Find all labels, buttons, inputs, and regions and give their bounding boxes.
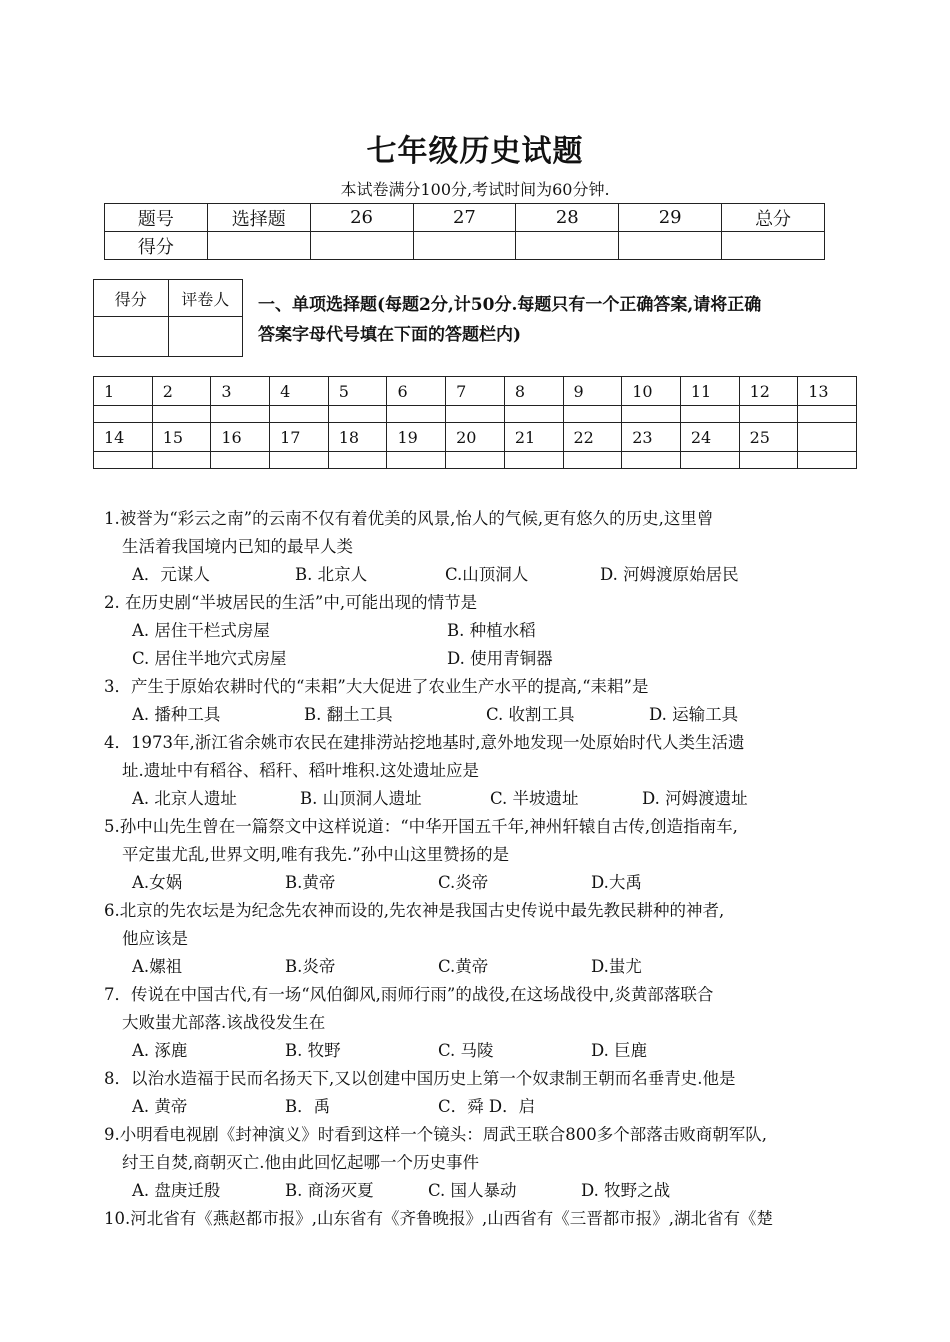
answer-cell[interactable] [270, 406, 329, 423]
option-row [104, 1177, 864, 1205]
answer-cell[interactable] [211, 452, 270, 469]
option-row [104, 1037, 864, 1065]
option[interactable]: D. 河姆渡遗址 [642, 789, 748, 808]
grader-name-label: 评卷人 [168, 280, 243, 317]
score-header: 总分 [722, 204, 825, 232]
answer-number [798, 423, 857, 452]
answer-number: 16 [211, 423, 270, 452]
option[interactable]: A.嫘祖 [132, 957, 183, 976]
question-text: 1.被誉为“彩云之南”的云南不仅有着优美的风景,怡人的气候,更有悠久的历史,这里曾 [104, 509, 714, 528]
option-row [104, 1093, 864, 1121]
answer-number: 1 [94, 377, 153, 406]
question-text: 纣王自焚,商朝灭亡.他由此回忆起哪一个历史事件 [122, 1153, 479, 1172]
answer-number: 6 [387, 377, 446, 406]
option[interactable]: A.女娲 [132, 873, 183, 892]
option[interactable]: B.炎帝 [285, 957, 336, 976]
section-heading-line: 一、单项选择题(每题2分,计50分.每题只有一个正确答案,请将正确 [258, 295, 762, 315]
answer-number: 11 [680, 377, 739, 406]
question-stem [104, 1065, 864, 1093]
option[interactable]: D. 使用青铜器 [447, 649, 553, 668]
answer-number: 3 [211, 377, 270, 406]
answer-number: 9 [563, 377, 622, 406]
option[interactable]: A. 北京人遗址 [132, 789, 237, 808]
option[interactable]: B. 种植水稻 [447, 621, 536, 640]
answer-cell[interactable] [328, 452, 387, 469]
score-cell[interactable] [413, 232, 516, 260]
option[interactable]: B．禹 [285, 1097, 331, 1116]
grader-name-cell[interactable] [168, 317, 243, 357]
answer-cell[interactable] [504, 406, 563, 423]
option[interactable]: A. 涿鹿 [132, 1041, 188, 1060]
answer-cell[interactable] [446, 406, 505, 423]
question-stem [104, 729, 864, 785]
option-row [104, 953, 864, 981]
option[interactable]: C. 马陵 [438, 1041, 494, 1060]
answer-number: 4 [270, 377, 329, 406]
question-text: 平定蚩尤乱,世界文明,唯有我先.”孙中山这里赞扬的是 [122, 845, 510, 864]
option[interactable]: C．舜 D．启 [438, 1097, 536, 1116]
option[interactable]: D. 巨鹿 [591, 1041, 648, 1060]
option[interactable]: C. 居住半地穴式房屋 [132, 649, 287, 668]
option[interactable]: A. 盘庚迁殷 [132, 1181, 221, 1200]
option-row [104, 785, 864, 813]
question-text: 2. 在历史剧“半坡居民的生活”中,可能出现的情节是 [104, 593, 478, 612]
option[interactable]: B. 牧野 [285, 1041, 341, 1060]
answer-number: 14 [94, 423, 153, 452]
answer-cell[interactable] [622, 452, 681, 469]
option[interactable]: B. 山顶洞人遗址 [300, 789, 422, 808]
question-text: 10.河北省有《燕赵都市报》,山东省有《齐鲁晚报》,山西省有《三晋都市报》,湖北省有《楚 [104, 1209, 773, 1228]
answer-cell[interactable] [798, 452, 857, 469]
grader-score-cell[interactable] [94, 317, 169, 357]
question-text: 9.小明看电视剧《封神演义》时看到这样一个镜头：周武王联合800多个部落击败商朝军队, [104, 1125, 767, 1144]
question-text: 8．以治水造福于民而名扬天下,又以创建中国历史上第一个奴隶制王朝而名垂青史.他是 [104, 1069, 736, 1088]
question-text: 6.北京的先农坛是为纪念先农神而设的,先农神是我国古史传说中最先教民耕种的神者, [104, 901, 725, 920]
question-stem [104, 1121, 864, 1177]
option[interactable]: A. 居住干栏式房屋 [132, 621, 270, 640]
option-row [104, 561, 864, 589]
question-stem [104, 505, 864, 561]
score-cell[interactable] [722, 232, 825, 260]
answer-number: 19 [387, 423, 446, 452]
grader-score-label: 得分 [94, 280, 169, 317]
answer-cell[interactable] [739, 406, 798, 423]
option-row [104, 869, 864, 897]
answer-cell[interactable] [739, 452, 798, 469]
answer-cell[interactable] [211, 406, 270, 423]
option[interactable]: C.炎帝 [438, 873, 489, 892]
answer-cell[interactable] [798, 406, 857, 423]
answer-number: 7 [446, 377, 505, 406]
answer-cell[interactable] [563, 452, 622, 469]
answer-cell[interactable] [446, 452, 505, 469]
question-text: 5.孙中山先生曾在一篇祭文中这样说道：“中华开国五千年,神州轩辕自古传,创造指南车, [104, 817, 738, 836]
answer-number: 22 [563, 423, 622, 452]
answer-grid [93, 376, 857, 469]
option[interactable]: D.蚩尤 [591, 957, 642, 976]
score-cell[interactable] [619, 232, 722, 260]
option[interactable]: B.黄帝 [285, 873, 336, 892]
option[interactable]: C. 国人暴动 [428, 1181, 517, 1200]
score-header: 题号 [105, 204, 208, 232]
option[interactable]: C.山顶洞人 [445, 565, 529, 584]
question-list [104, 505, 864, 1233]
answer-cell[interactable] [152, 406, 211, 423]
answer-cell[interactable] [94, 406, 153, 423]
answer-cell[interactable] [622, 406, 681, 423]
section-heading [258, 290, 858, 350]
answer-number: 20 [446, 423, 505, 452]
question-text: 3．产生于原始农耕时代的“耒耜”大大促进了农业生产水平的提高,“耒耜”是 [104, 677, 649, 696]
question-stem [104, 981, 864, 1037]
option[interactable]: C. 半坡遗址 [490, 789, 579, 808]
answer-cell[interactable] [152, 452, 211, 469]
option[interactable]: B. 翻土工具 [304, 705, 393, 724]
answer-cell[interactable] [328, 406, 387, 423]
answer-number: 21 [504, 423, 563, 452]
option[interactable]: B. 商汤灭夏 [285, 1181, 374, 1200]
answer-number: 12 [739, 377, 798, 406]
option-row [104, 645, 864, 673]
score-header: 27 [413, 204, 516, 232]
answer-number: 17 [270, 423, 329, 452]
question-stem [104, 813, 864, 869]
question-text: 址.遗址中有稻谷、稻秆、稻叶堆积.这处遗址应是 [122, 761, 479, 780]
score-header: 26 [310, 204, 413, 232]
option[interactable]: B. 北京人 [295, 565, 368, 584]
answer-number: 10 [622, 377, 681, 406]
answer-number: 18 [328, 423, 387, 452]
score-table [104, 203, 825, 260]
question-text: 4．1973年,浙江省余姚市农民在建排涝站挖地基时,意外地发现一处原始时代人类生活遗 [104, 733, 745, 752]
answer-cell[interactable] [563, 406, 622, 423]
question-text: 大败蚩尤部落.该战役发生在 [122, 1013, 326, 1032]
option[interactable]: C.黄帝 [438, 957, 489, 976]
score-cell[interactable] [310, 232, 413, 260]
answer-cell[interactable] [504, 452, 563, 469]
option[interactable]: A. 播种工具 [132, 705, 221, 724]
section-heading-line: 答案字母代号填在下面的答题栏内) [258, 325, 522, 345]
option[interactable]: A. 黄帝 [132, 1097, 188, 1116]
question-stem [104, 897, 864, 953]
question-stem [104, 673, 864, 701]
score-row-label: 得分 [105, 232, 208, 260]
answer-cell[interactable] [94, 452, 153, 469]
question-text: 7．传说在中国古代,有一场“风伯御风,雨师行雨”的战役,在这场战役中,炎黄部落联合 [104, 985, 714, 1004]
answer-number: 8 [504, 377, 563, 406]
answer-cell[interactable] [387, 406, 446, 423]
option[interactable]: C. 收割工具 [486, 705, 575, 724]
score-cell[interactable] [516, 232, 619, 260]
answer-number: 15 [152, 423, 211, 452]
answer-number: 5 [328, 377, 387, 406]
answer-cell[interactable] [680, 452, 739, 469]
exam-info: 本试卷满分100分,考试时间为60分钟. [340, 180, 610, 199]
answer-number: 13 [798, 377, 857, 406]
score-header: 29 [619, 204, 722, 232]
answer-number: 2 [152, 377, 211, 406]
answer-cell[interactable] [270, 452, 329, 469]
option[interactable]: D. 牧野之战 [581, 1181, 671, 1200]
score-header: 选择题 [207, 204, 310, 232]
score-cell[interactable] [207, 232, 310, 260]
answer-number: 25 [739, 423, 798, 452]
answer-cell[interactable] [680, 406, 739, 423]
answer-number: 24 [680, 423, 739, 452]
question-text: 生活着我国境内已知的最早人类 [122, 537, 353, 556]
option-row [104, 701, 864, 729]
option[interactable]: D. 河姆渡原始居民 [600, 565, 739, 584]
answer-number: 23 [622, 423, 681, 452]
score-header: 28 [516, 204, 619, 232]
question-stem [104, 1205, 864, 1233]
question-text: 他应该是 [122, 929, 188, 948]
option[interactable]: D.大禹 [591, 873, 642, 892]
option[interactable]: A．元谋人 [132, 565, 210, 584]
question-stem [104, 589, 864, 617]
option-row [104, 617, 864, 645]
grader-table [93, 279, 243, 357]
option[interactable]: D. 运输工具 [649, 705, 739, 724]
page-title: 七年级历史试题 [366, 134, 584, 169]
answer-cell[interactable] [387, 452, 446, 469]
